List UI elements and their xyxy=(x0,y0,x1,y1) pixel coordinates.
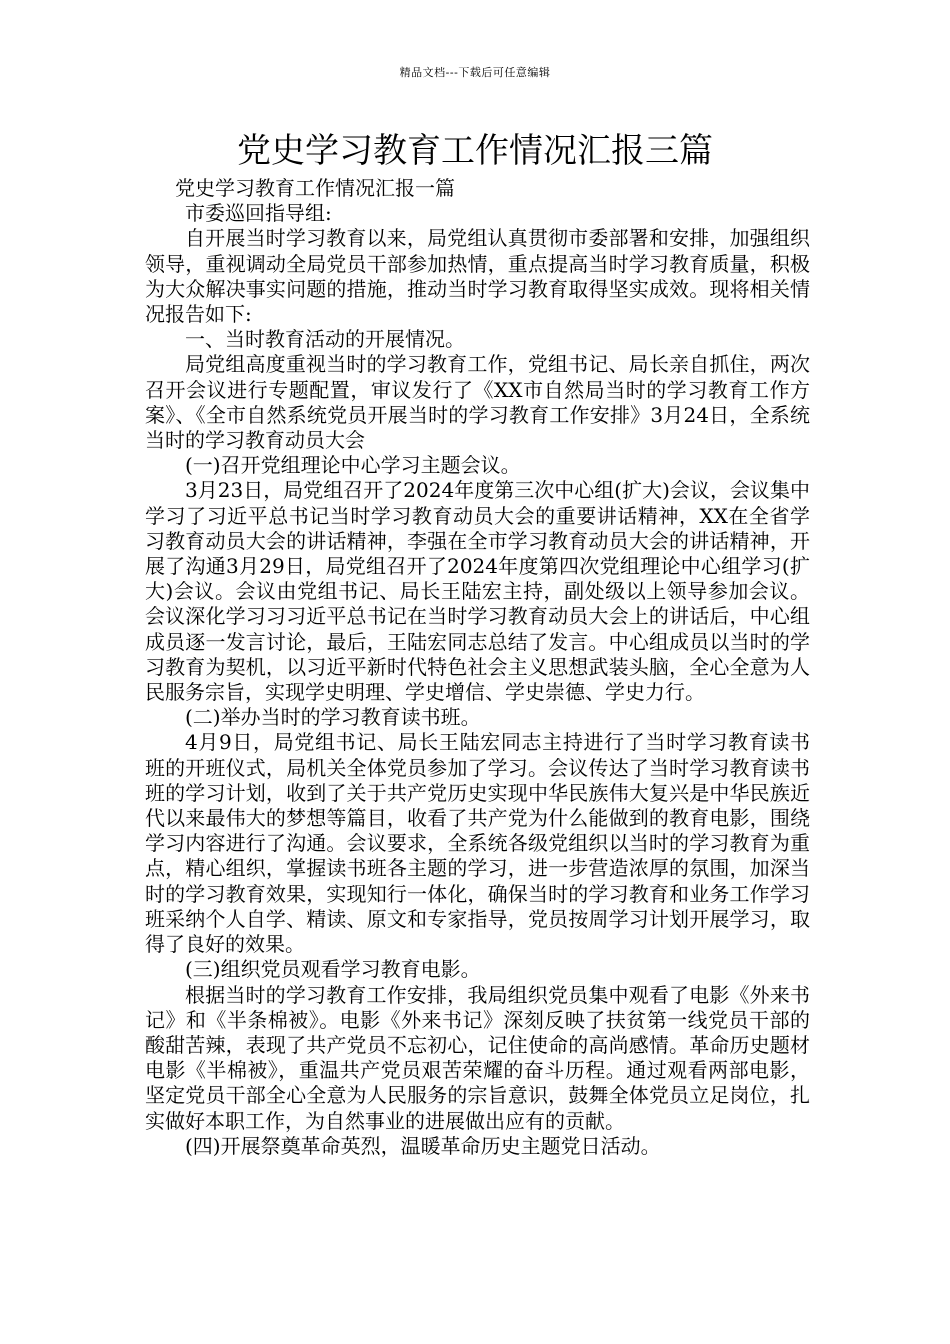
paragraph-overview: 局党组高度重视当时的学习教育工作，党组书记、局长亲自抓住，两次召开会议进行专题配置，审议发行了《XX市自然局当时的学习教育工作方案》、《全市自然系统党员开展当时的学习教育工作安排》3月24日，全系统当时的学习教育动员大会 xyxy=(145,352,810,453)
document-title: 党史学习教育工作情况汇报三篇 xyxy=(237,131,713,171)
subsection-heading-4: (四)开展祭奠革命英烈，温暖革命历史主题党日活动。 xyxy=(185,1133,661,1158)
paragraph-movies: 根据当时的学习教育工作安排，我局组织党员集中观看了电影《外来书记》和《半条棉被》。电影《外来书记》深刻反映了扶贫第一线党员干部的酸甜苦辣，表现了共产党员不忘初心，记住使命的高尚感情。革命历史题材电影《半棉被》，重温共产党员艰苦荣耀的奋斗历程。通过观看两部电影，坚定党员干部全心全意为人民服务的宗旨意识，鼓舞全体党员立足岗位，扎实做好本职工作，为自然事业的进展做出应有的贡献。 xyxy=(145,982,810,1133)
paragraph-meeting: 3月23日，局党组召开了2024年度第三次中心组(扩大)会议，会议集中学习了习近平总书记当时学习教育动员大会的重要讲话精神，XX在全省学习教育动员大会的讲话精神，李强在全市学习教育动员大会的讲话精神，开展了沟通3月29日，局党组召开了2024年度第四次党组理论中心组学习(扩大)会议。会议由党组书记、局长王陆宏主持，副处级以上领导参加会议。会议深化学习习习近平总书记在当时学习教育动员大会上的讲话后，中心组成员逐一发言讨论，最后，王陆宏同志总结了发言。中心组成员以当时的学习教育为契机，以习近平新时代特色社会主义思想武装头脑，全心全意为人民服务宗旨，实现学史明理、学史增信、学史崇德、学史力行。 xyxy=(145,478,810,705)
subsection-heading-1: (一)召开党组理论中心学习主题会议。 xyxy=(185,453,521,478)
subsection-heading-2: (二)举办当时的学习教育读书班。 xyxy=(185,705,481,730)
salutation: 市委巡回指导组: xyxy=(185,201,332,226)
header-note: 精品文档---下载后可任意编辑 xyxy=(399,66,551,79)
document-body xyxy=(145,176,810,1159)
section-heading-1: 一、当时教育活动的开展情况。 xyxy=(185,327,465,352)
report-subtitle: 党史学习教育工作情况汇报一篇 xyxy=(175,176,455,200)
paragraph-reading-class: 4月9日，局党组书记、局长王陆宏同志主持进行了当时学习教育读书班的开班仪式，局机关全体党员参加了学习。会议传达了当时学习教育读书班的学习计划，收到了关于共产党历史实现中华民族伟大复兴是中华民族近代以来最伟大的梦想等篇目，收看了共产党为什么能做到的教育电影，围绕学习内容进行了沟通。会议要求，全系统各级党组织以当时的学习教育为重点，精心组织，掌握读书班各主题的学习，进一步营造浓厚的氛围，加深当时的学习教育效果，实现知行一体化，确保当时的学习教育和业务工作学习班采纳个人自学、精读、原文和专家指导，党员按周学习计划开展学习，取得了良好的效果。 xyxy=(145,730,810,957)
paragraph-intro: 自开展当时学习教育以来，局党组认真贯彻市委部署和安排，加强组织领导，重视调动全局党员干部参加热情，重点提高当时学习教育质量，积极为大众解决事实问题的措施，推动当时学习教育取得坚实成效。现将相关情况报告如下: xyxy=(145,226,810,327)
subsection-heading-3: (三)组织党员观看学习教育电影。 xyxy=(185,957,481,982)
